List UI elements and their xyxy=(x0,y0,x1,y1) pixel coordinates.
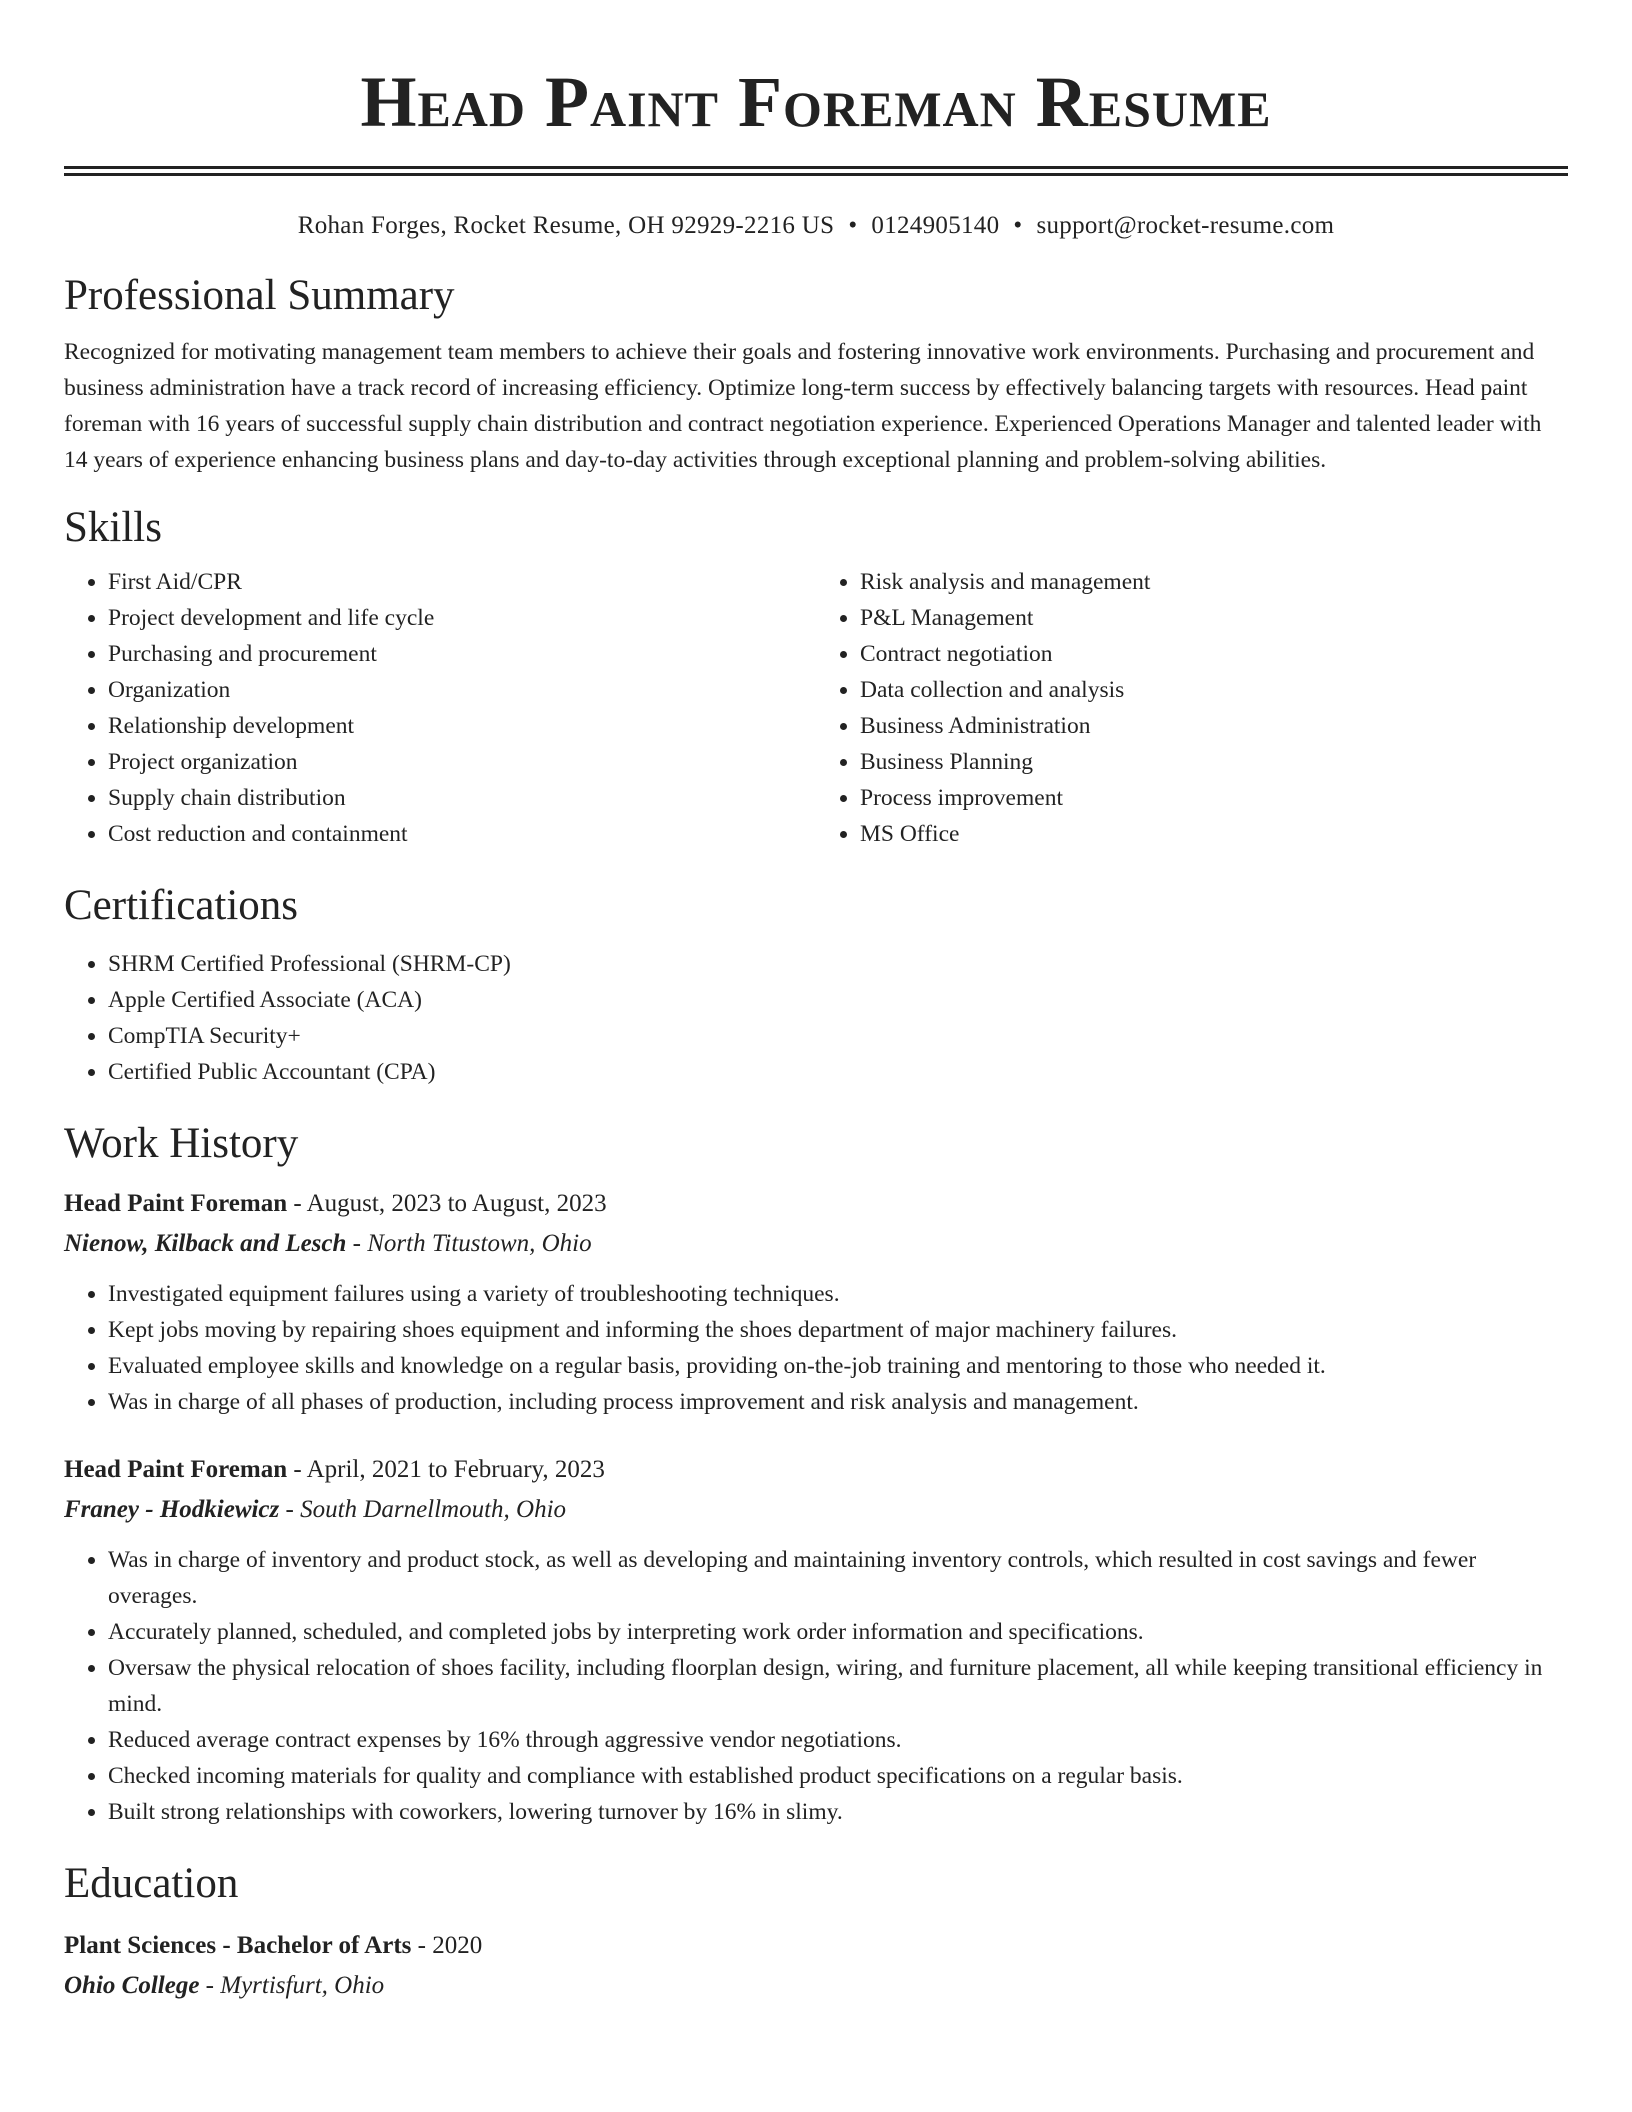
contact-separator: • xyxy=(848,212,858,239)
section-heading-certifications: Certifications xyxy=(64,882,299,929)
job-title-line: Head Paint Foreman - August, 2023 to August, 2023 xyxy=(64,1190,607,1217)
certification-item: • CompTIA Security+ xyxy=(108,1018,1568,1054)
job-bullet: • Was in charge of inventory and product stock, as well as developing and maintaining inventory controls, which resulted in cost savings and fewer overages. xyxy=(108,1542,1568,1614)
skill-item: • P&L Management xyxy=(860,600,1568,636)
skills-columns xyxy=(64,564,1568,852)
skills-list-left xyxy=(64,564,816,852)
skill-item: • Business Administration xyxy=(860,708,1568,744)
skill-item: • Risk analysis and management xyxy=(860,564,1568,600)
section-heading-summary: Professional Summary xyxy=(64,272,455,319)
skill-item: • Cost reduction and containment xyxy=(108,816,816,852)
job-bullets xyxy=(64,1276,1568,1420)
professional-summary-section xyxy=(64,268,1568,478)
skill-item: • Supply chain distribution xyxy=(108,780,816,816)
skill-item: • Project organization xyxy=(108,744,816,780)
job-title: Head Paint Foreman xyxy=(64,1456,288,1483)
resume-title: Head Paint Foreman Resume xyxy=(360,62,1272,142)
job-bullet: • Built strong relationships with coworkers, lowering turnover by 16% in slimy. xyxy=(108,1794,1568,1830)
skills-section xyxy=(64,500,1568,852)
skill-item: • Business Planning xyxy=(860,744,1568,780)
job-company: Franey - Hodkiewicz xyxy=(64,1496,280,1523)
contact-separator: • xyxy=(1013,212,1023,239)
education-school: Ohio College xyxy=(64,1972,200,1999)
skills-list-right xyxy=(816,564,1568,852)
job-location: North Titustown, Ohio xyxy=(367,1230,592,1257)
job-bullet: • Checked incoming materials for quality and compliance with established product specifications on a regular basis. xyxy=(108,1758,1568,1794)
education-section xyxy=(64,1856,1568,2006)
job-bullet: • Evaluated employee skills and knowledge on a regular basis, providing on-the-job training and mentoring to those who needed it. xyxy=(108,1348,1568,1384)
job-bullet: • Investigated equipment failures using a variety of troubleshooting techniques. xyxy=(108,1276,1568,1312)
section-heading-education: Education xyxy=(64,1860,239,1907)
title-double-rule xyxy=(64,166,1568,176)
job-bullet: • Oversaw the physical relocation of shoes facility, including floorplan design, wiring, and furniture placement, all while keeping transitional efficiency in mind. xyxy=(108,1650,1568,1722)
skill-item: • Process improvement xyxy=(860,780,1568,816)
job-entry xyxy=(64,1450,1568,1830)
education-location: Myrtisfurt, Ohio xyxy=(220,1972,385,1999)
job-bullet: • Was in charge of all phases of production, including process improvement and risk analysis and management. xyxy=(108,1384,1568,1420)
skill-item: • First Aid/CPR xyxy=(108,564,816,600)
certification-item: • Apple Certified Associate (ACA) xyxy=(108,982,1568,1018)
certifications-section xyxy=(64,878,1568,1090)
education-degree: Plant Sciences - Bachelor of Arts xyxy=(64,1932,412,1959)
skill-item: • Organization xyxy=(108,672,816,708)
education-school-line: Ohio College - Myrtisfurt, Ohio xyxy=(64,1972,385,1999)
work-history-section xyxy=(64,1116,1568,1830)
contact-address: Rohan Forges, Rocket Resume, OH 92929-2216 US xyxy=(297,212,835,239)
education-year: 2020 xyxy=(432,1932,483,1959)
education-entry xyxy=(64,1926,1568,2006)
contact-phone: 0124905140 xyxy=(871,212,1000,239)
skill-item: • Project development and life cycle xyxy=(108,600,816,636)
job-bullet: • Reduced average contract expenses by 16% through aggressive vendor negotiations. xyxy=(108,1722,1568,1758)
skill-item: • Contract negotiation xyxy=(860,636,1568,672)
job-dates: August, 2023 to August, 2023 xyxy=(306,1190,607,1217)
job-bullet: • Accurately planned, scheduled, and completed jobs by interpreting work order information and specifications. xyxy=(108,1614,1568,1650)
job-entry xyxy=(64,1184,1568,1420)
education-degree-line: Plant Sciences - Bachelor of Arts - 2020 xyxy=(64,1932,483,1959)
skill-item: • Relationship development xyxy=(108,708,816,744)
contact-email: support@rocket-resume.com xyxy=(1036,212,1335,239)
job-title-line: Head Paint Foreman - April, 2021 to February, 2023 xyxy=(64,1456,605,1483)
section-heading-work-history: Work History xyxy=(64,1120,299,1167)
job-company-line: Franey - Hodkiewicz - South Darnellmouth, Ohio xyxy=(64,1496,567,1523)
certifications-list xyxy=(64,946,1568,1090)
contact-line xyxy=(64,210,1568,242)
skill-item: • Data collection and analysis xyxy=(860,672,1568,708)
skill-item: • MS Office xyxy=(860,816,1568,852)
job-title: Head Paint Foreman xyxy=(64,1190,288,1217)
skill-item: • Purchasing and procurement xyxy=(108,636,816,672)
job-dates: April, 2021 to February, 2023 xyxy=(306,1456,605,1483)
job-company-line: Nienow, Kilback and Lesch - North Titustown, Ohio xyxy=(64,1230,592,1257)
job-location: South Darnellmouth, Ohio xyxy=(300,1496,567,1523)
certification-item: • Certified Public Accountant (CPA) xyxy=(108,1054,1568,1090)
certification-item: • SHRM Certified Professional (SHRM-CP) xyxy=(108,946,1568,982)
section-heading-skills: Skills xyxy=(64,504,162,551)
resume-page xyxy=(64,0,1568,2006)
job-bullets xyxy=(64,1542,1568,1830)
summary-text: Recognized for motivating management team members to achieve their goals and fostering innovative work environments. Purchasing and procurement and business administration have a track record of increasing efficiency. Optimize long-term success by effectively balancing targets with resources. Head paint foreman with 16 years of successful supply chain distribution and contract negotiation experience. Experienced Operations Manager and talented leader with 14 years of experience enhancing business plans and day-to-day activities through exceptional planning and problem-solving abilities. xyxy=(64,339,1542,473)
job-company: Nienow, Kilback and Lesch xyxy=(64,1230,347,1257)
job-bullet: • Kept jobs moving by repairing shoes equipment and informing the shoes department of major machinery failures. xyxy=(108,1312,1568,1348)
